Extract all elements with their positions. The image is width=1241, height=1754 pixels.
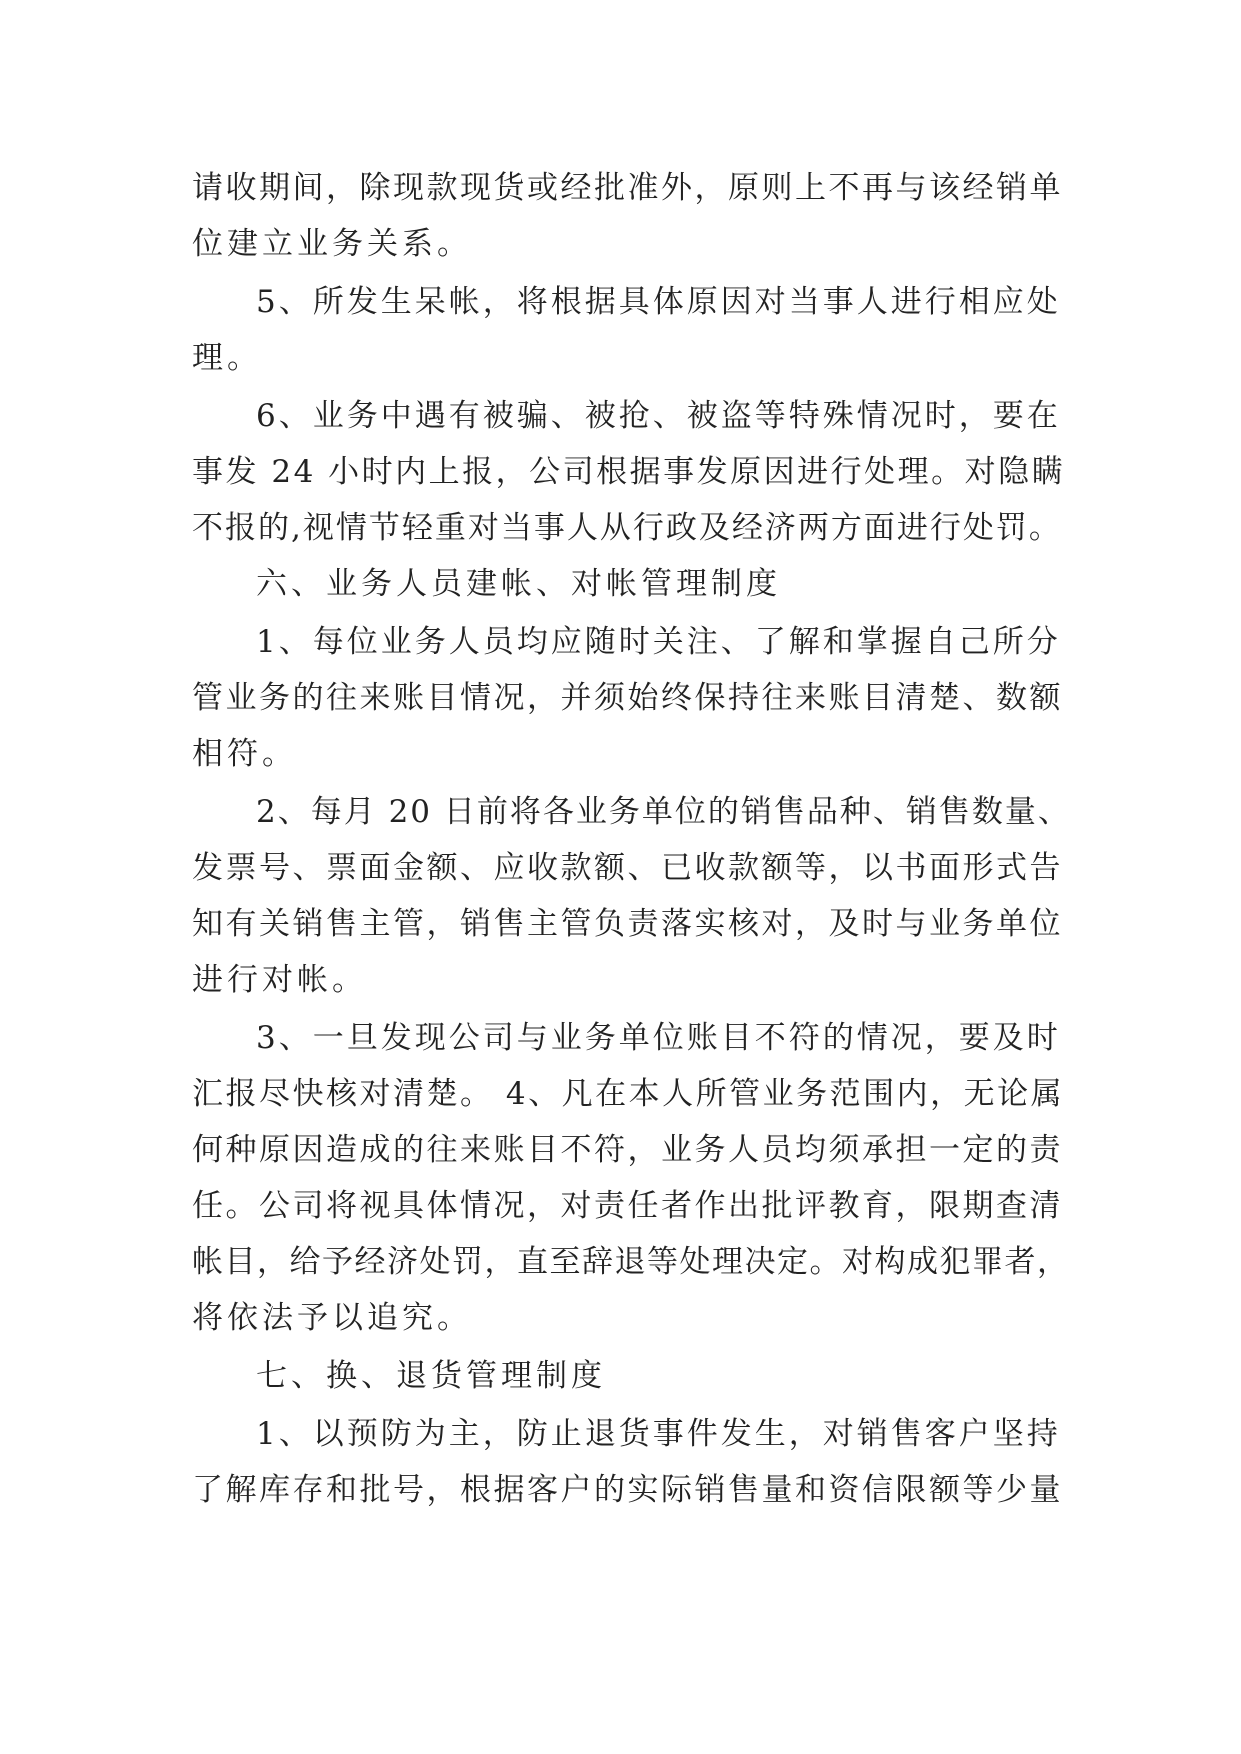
text-line: 6、业务中遇有被骗、被抢、被盗等特殊情况时，要在 xyxy=(256,398,1061,434)
text-line: 管业务的往来账目情况，并须始终保持往来账目清楚、数额 xyxy=(192,680,1063,716)
text-line: 汇报尽快核对清楚。 4、凡在本人所管业务范围内，无论属 xyxy=(192,1076,1065,1112)
text-line: 不报的,视情节轻重对当事人从行政及经济两方面进行处罚。 xyxy=(192,510,1062,546)
text-line: 发票号、票面金额、应收款额、已收款额等，以书面形式告 xyxy=(192,850,1063,886)
section-heading: 六、业务人员建帐、对帐管理制度 xyxy=(256,566,781,602)
text-line: 进行对帐。 xyxy=(192,962,367,998)
text-line: 了解库存和批号，根据客户的实际销售量和资信限额等少量 xyxy=(192,1472,1063,1508)
text-line: 相符。 xyxy=(192,736,297,772)
text-line: 位建立业务关系。 xyxy=(192,226,472,262)
section-heading: 七、换、退货管理制度 xyxy=(256,1358,606,1394)
text-line: 2、每月 20 日前将各业务单位的销售品种、销售数量、 xyxy=(256,794,1071,830)
text-line: 任。公司将视具体情况，对责任者作出批评教育，限期查清 xyxy=(192,1188,1063,1224)
text-line: 理。 xyxy=(192,340,262,376)
text-line: 请收期间，除现款现货或经批准外，原则上不再与该经销单 xyxy=(192,170,1063,206)
text-line: 知有关销售主管，销售主管负责落实核对，及时与业务单位 xyxy=(192,906,1063,942)
text-line: 何种原因造成的往来账目不符，业务人员均须承担一定的责 xyxy=(192,1132,1063,1168)
text-line: 事发 24 小时内上报，公司根据事发原因进行处理。对隐瞒 xyxy=(192,454,1066,490)
text-line: 5、所发生呆帐，将根据具体原因对当事人进行相应处 xyxy=(256,284,1061,320)
text-line: 将依法予以追究。 xyxy=(192,1300,472,1336)
text-line: 帐目，给予经济处罚，直至辞退等处理决定。对构成犯罪者， xyxy=(192,1244,1070,1280)
text-line: 1、每位业务人员均应随时关注、了解和掌握自己所分 xyxy=(256,624,1061,660)
text-line: 3、一旦发现公司与业务单位账目不符的情况，要及时 xyxy=(256,1020,1061,1056)
text-line: 1、以预防为主，防止退货事件发生，对销售客户坚持 xyxy=(256,1416,1061,1452)
